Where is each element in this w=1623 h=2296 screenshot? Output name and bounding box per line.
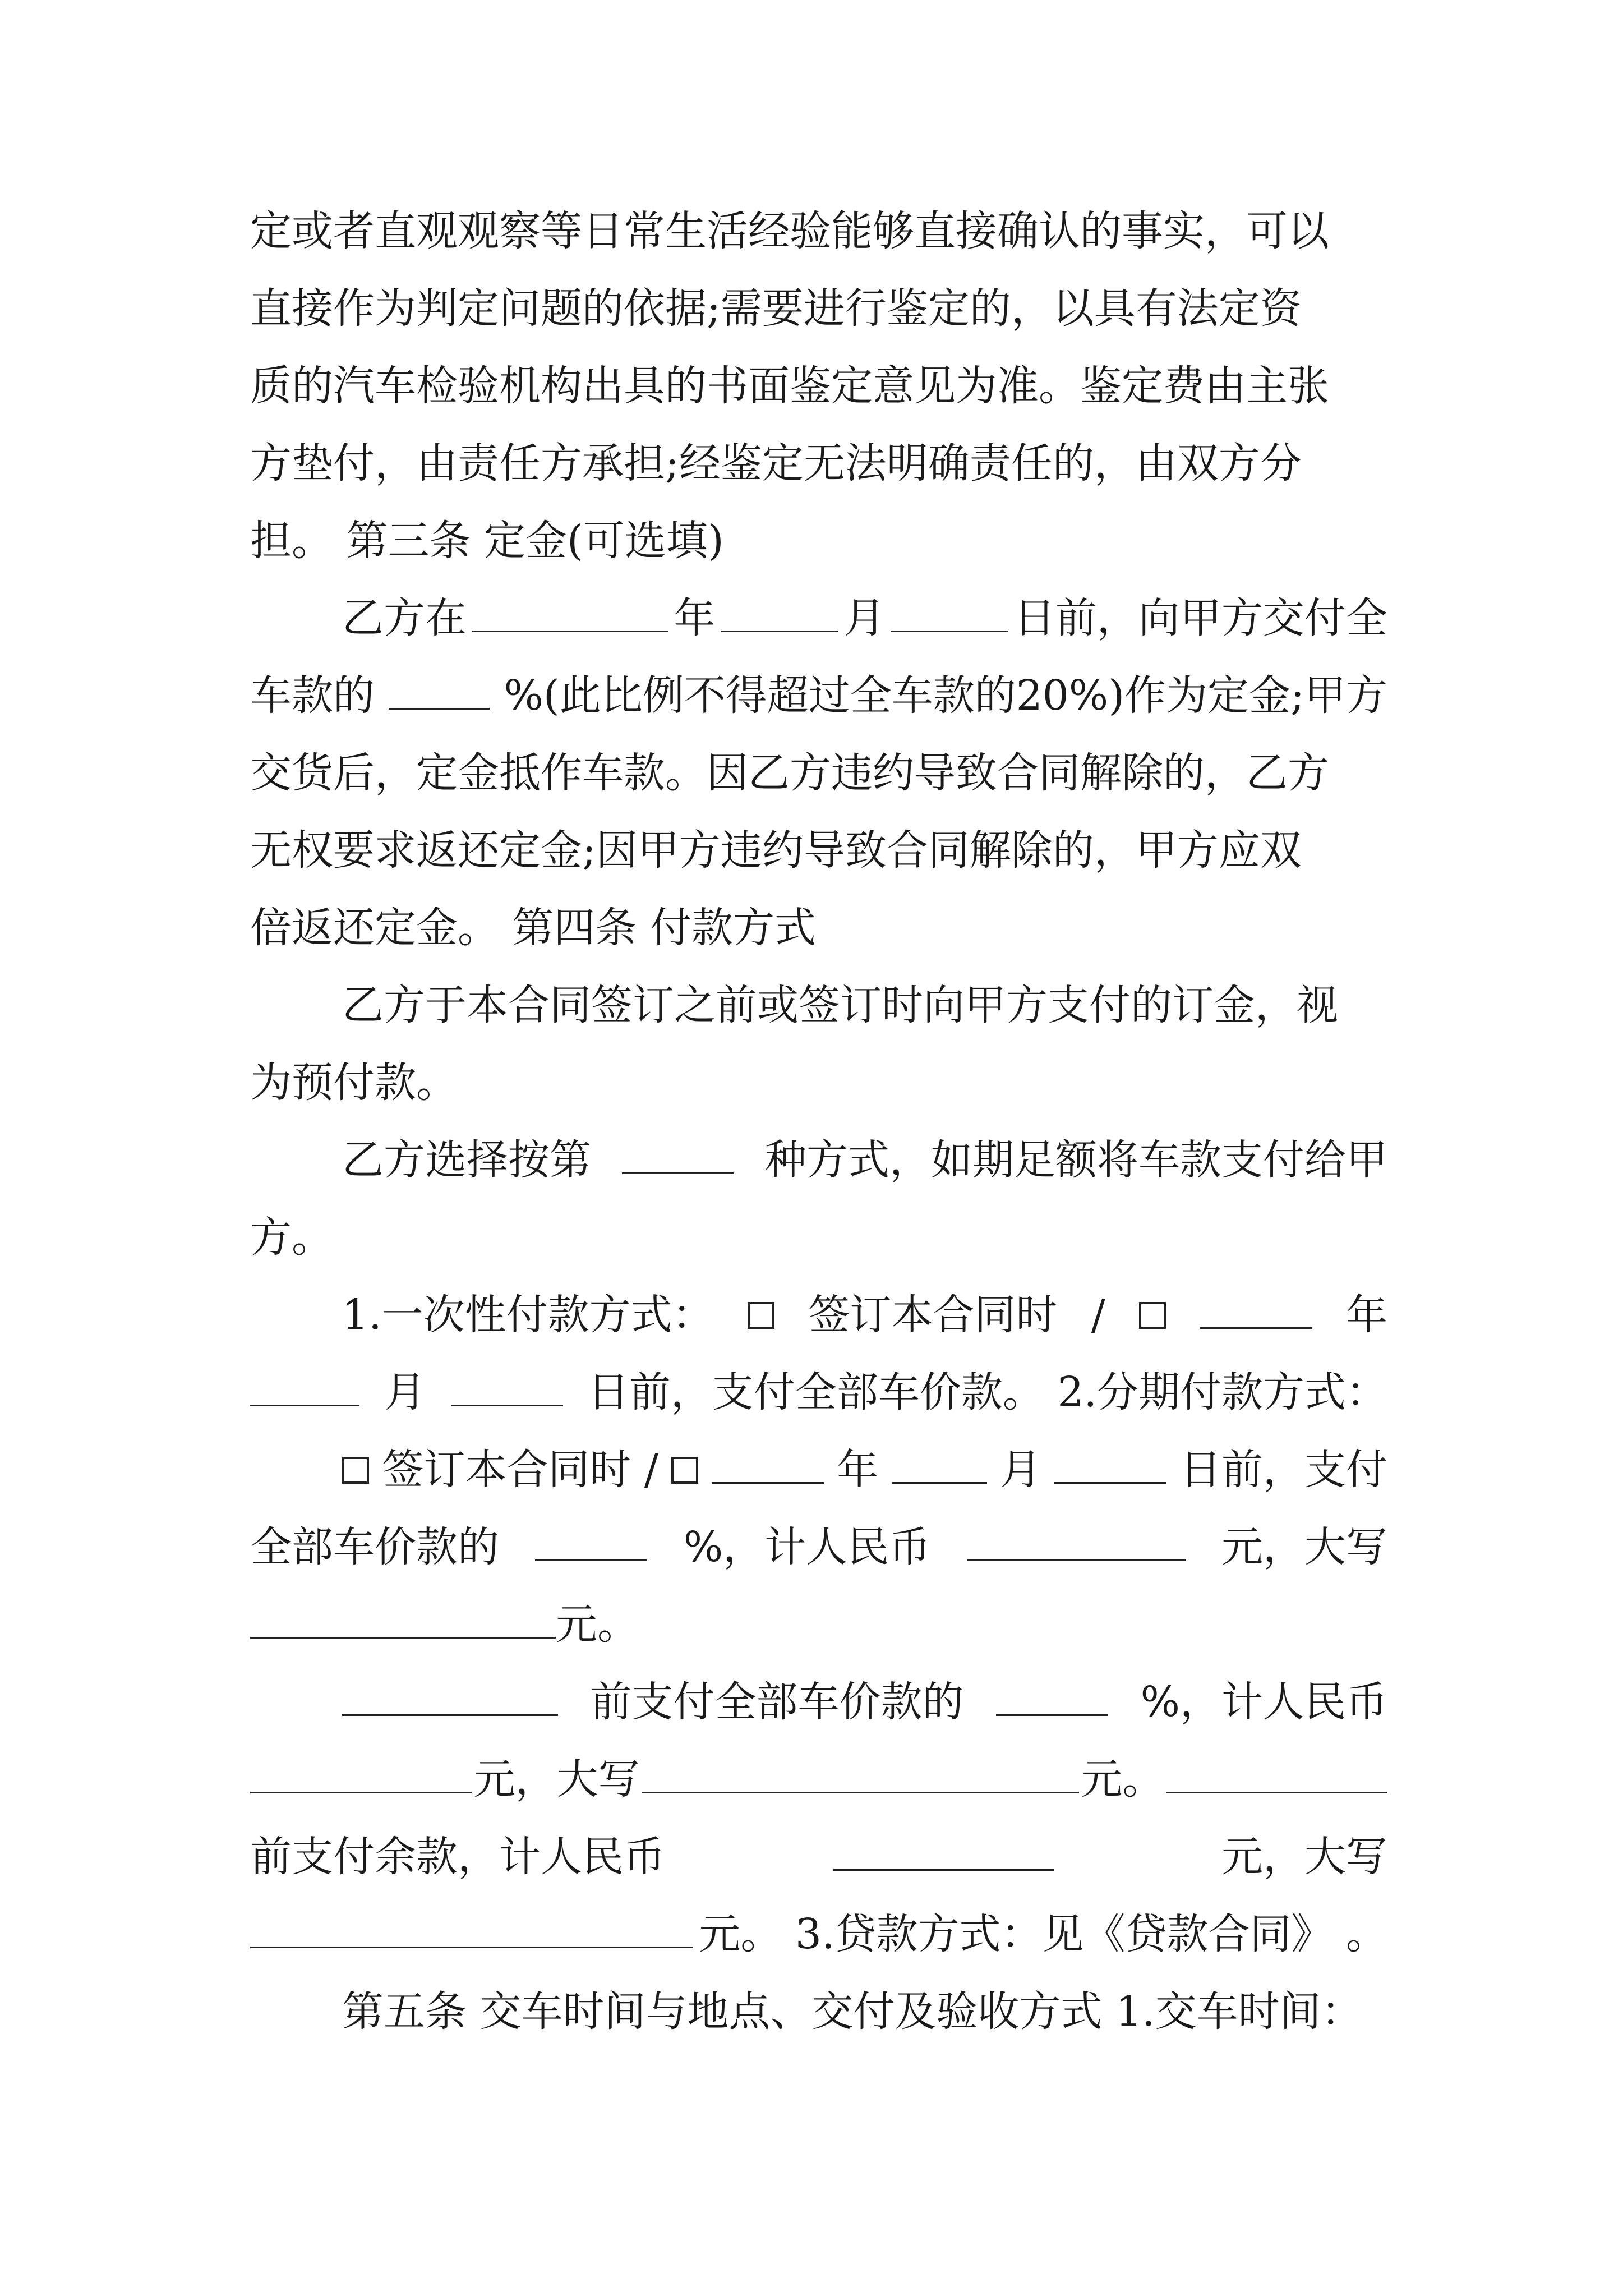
- text-segment: 元。: [556, 1600, 639, 1649]
- text-segment: 签订本合同时: [382, 1446, 631, 1494]
- text-segment: 乙方在: [342, 594, 467, 642]
- blank-amount-capital[interactable]: [250, 1907, 693, 1948]
- text-segment: %，计人民币: [1140, 1678, 1387, 1726]
- text-segment: %，计人民币: [683, 1523, 931, 1571]
- blank-month[interactable]: [250, 1365, 359, 1406]
- text-segment: 担。 第三条 定金(可选填): [250, 517, 724, 565]
- text-segment: /: [1091, 1291, 1105, 1339]
- text-segment: 日前，向甲方交付全: [1013, 594, 1387, 642]
- text-segment: 倍返还定金。 第四条 付款方式: [250, 904, 817, 952]
- text-segment: 车款的: [250, 671, 375, 720]
- blank-amount-capital[interactable]: [642, 1752, 1079, 1793]
- text-segment: %(此比例不得超过全车款的20%)作为定金;甲方: [504, 671, 1387, 720]
- paragraph-line: [342, 1674, 1387, 1730]
- blank-year[interactable]: [1200, 1288, 1312, 1329]
- text-segment: 元。 3.贷款方式：见《贷款合同》 。: [699, 1910, 1387, 1958]
- blank-month[interactable]: [721, 591, 838, 632]
- text-segment: 定或者直观观察等日常生活经验能够直接确认的事实，可以: [250, 207, 1329, 255]
- paragraph-line: [250, 1829, 1387, 1885]
- paragraph-line: [250, 1596, 1387, 1653]
- paragraph-line: [250, 1519, 1387, 1575]
- blank-amount[interactable]: [833, 1830, 1054, 1871]
- text-segment: 第五条 交车时间与地点、交付及验收方式 1.交车时间：: [342, 1987, 1363, 2036]
- text-segment: 质的汽车检验机构出具的书面鉴定意见为准。鉴定费由主张: [250, 362, 1329, 410]
- text-segment: 年: [837, 1446, 879, 1494]
- blank-year[interactable]: [712, 1443, 824, 1484]
- paragraph-line: [342, 590, 1387, 646]
- blank-amount[interactable]: [967, 1520, 1186, 1561]
- text-segment: /: [644, 1446, 658, 1494]
- text-segment: 月: [1000, 1446, 1041, 1494]
- checkbox-by-date[interactable]: [1139, 1302, 1166, 1329]
- text-segment: 乙方于本合同签订之前或签订时向甲方支付的订金，视: [342, 981, 1338, 1029]
- blank-deposit-percent[interactable]: [389, 669, 490, 710]
- text-segment: 元，大写: [1221, 1523, 1387, 1571]
- blank-amount-capital[interactable]: [250, 1598, 556, 1639]
- text-segment: 年: [1345, 1291, 1387, 1339]
- paragraph-line: [250, 1364, 1387, 1420]
- text-segment: 元，大写: [1221, 1833, 1387, 1881]
- blank-date[interactable]: [342, 1675, 558, 1716]
- text-segment: 无权要求返还定金;因甲方违约导致合同解除的，甲方应双: [250, 826, 1302, 875]
- blank-day[interactable]: [891, 591, 1008, 632]
- paragraph-line: [250, 358, 1387, 414]
- paragraph-line: [250, 745, 1387, 801]
- text-segment: 乙方选择按第: [342, 1136, 591, 1184]
- blank-year[interactable]: [472, 591, 668, 632]
- text-segment: 月: [384, 1368, 426, 1416]
- blank-amount[interactable]: [250, 1752, 472, 1793]
- article-heading-line: [250, 513, 1387, 569]
- paragraph-line: [250, 668, 1387, 724]
- text-segment: 为预付款。: [250, 1059, 458, 1107]
- text-segment: 元，大写: [473, 1755, 640, 1803]
- blank-date[interactable]: [1166, 1752, 1387, 1793]
- paragraph-line: [342, 1287, 1387, 1343]
- paragraph-line: [250, 822, 1387, 878]
- text-segment: 方垫付，由责任方承担;经鉴定无法明确责任的，由双方分: [250, 439, 1302, 487]
- blank-month[interactable]: [892, 1443, 987, 1484]
- paragraph-line: [250, 1751, 1387, 1807]
- text-segment: 元。: [1081, 1755, 1164, 1803]
- paragraph-line: [342, 977, 1387, 1033]
- paragraph-line: [250, 280, 1387, 337]
- blank-day[interactable]: [1054, 1443, 1166, 1484]
- text-segment: 日前，支付全部车价款。 2.分期付款方式：: [587, 1368, 1387, 1416]
- paragraph-line: [342, 1442, 1387, 1498]
- paragraph-line: [250, 1906, 1387, 1962]
- text-segment: 签订本合同时: [808, 1291, 1058, 1339]
- checkbox-on-signing[interactable]: [342, 1457, 369, 1484]
- text-segment: 日前，支付: [1179, 1446, 1387, 1494]
- paragraph-line: [250, 1055, 1387, 1111]
- blank-percent[interactable]: [996, 1675, 1108, 1716]
- paragraph-line: [250, 203, 1387, 259]
- text-segment: 前支付余款，计人民币: [250, 1833, 665, 1881]
- article-heading-line: [250, 900, 1387, 956]
- checkbox-by-date[interactable]: [671, 1457, 698, 1484]
- article-heading-line: [342, 1984, 1387, 2040]
- blank-day[interactable]: [451, 1365, 563, 1406]
- text-segment: 种方式，如期足额将车款支付给甲: [765, 1136, 1387, 1184]
- paragraph-line: [342, 1132, 1387, 1188]
- checkbox-on-signing[interactable]: [748, 1302, 774, 1329]
- blank-percent[interactable]: [535, 1520, 647, 1561]
- text-segment: 交货后，定金抵作车款。因乙方违约导致合同解除的，乙方: [250, 749, 1329, 797]
- text-segment: 前支付全部车价款的: [590, 1678, 964, 1726]
- text-segment: 直接作为判定问题的依据;需要进行鉴定的，以具有法定资: [250, 284, 1302, 333]
- text-segment: 全部车价款的: [250, 1523, 499, 1571]
- text-segment: 方。: [250, 1213, 333, 1262]
- paragraph-line: [250, 1209, 1387, 1266]
- text-segment: 1.一次性付款方式：: [342, 1291, 714, 1339]
- paragraph-line: [250, 435, 1387, 491]
- text-segment: 月: [843, 594, 886, 642]
- text-segment: 年: [674, 594, 716, 642]
- blank-payment-method[interactable]: [622, 1133, 734, 1174]
